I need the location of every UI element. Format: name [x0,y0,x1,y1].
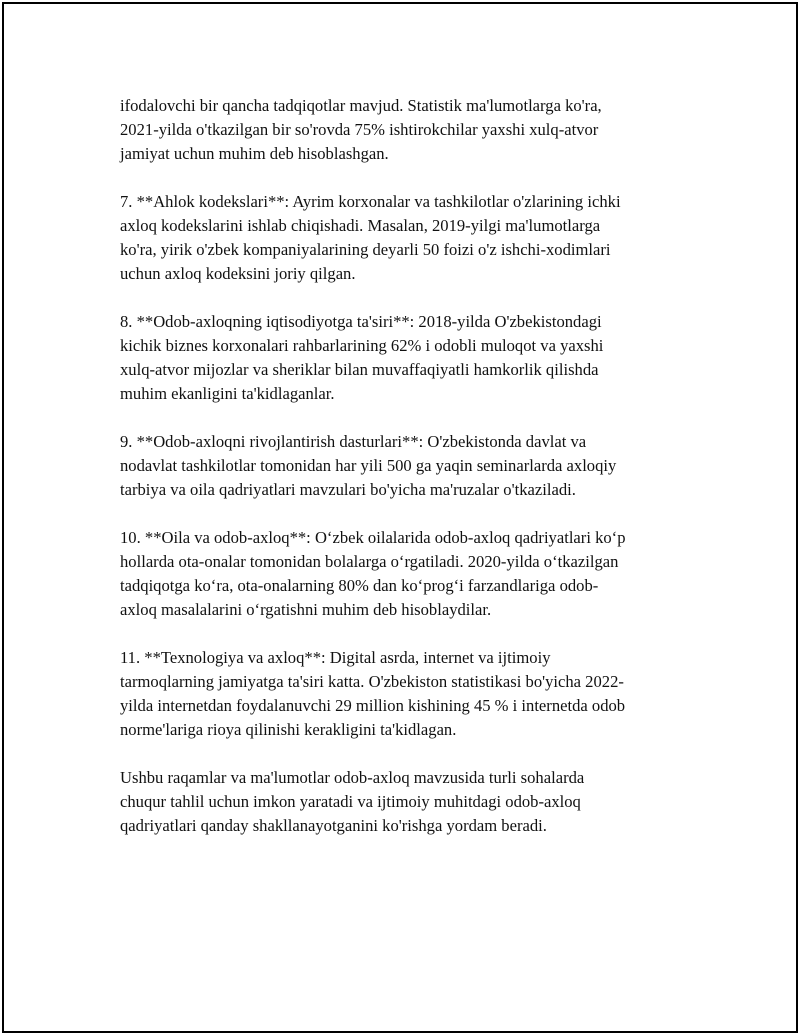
page-frame [2,2,798,1033]
paragraph-8-economy-impact: 8. **Odob-axloqning iqtisodiyotga ta'siri**: 2018-yilda O'zbekistondagi kichik biznes korxonalari rahbarlarining 62% i odobli muloqot va yaxshi xulq-atvor mijozlar va sheriklar bilan muvaffaqiyatli hamkorlik qilishda muhim ekanligini ta'kidlaganlar. [120,312,604,403]
paragraph-7-ethics-codes: 7. **Ahlok kodekslari**: Ayrim korxonalar va tashkilotlar o'zlarining ichki axloq kodekslarini ishlab chiqishadi. Masalan, 2019-yilgi ma'lumotlarga ko'ra, yirik o'zbek kompaniyalarining deyarli 50 foizi o'z ishchi-xodimlari uchun axloq kodeksini joriy qilgan. [120,192,621,283]
paragraph-conclusion: Ushbu raqamlar va ma'lumotlar odob-axloq mavzusida turli sohalarda chuqur tahlil uchun imkon yaratadi va ijtimoiy muhitdagi odob-axloq qadriyatlari qanday shakllanayotganini ko'rishga yordam beradi. [120,768,585,835]
paragraph-10-family-ethics: 10. **Oila va odob-axloq**: O‘zbek oilalarida odob-axloq qadriyatlari ko‘p hollarda ota-onalar tomonidan bolalarga o‘rgatiladi. 2020-yilda o‘tkazilgan tadqiqotga ko‘ra, ota-onalarning 80% dan ko‘prog‘i farzandlariga odob- axloq masalalarini o‘rgatishni muhim deb hisoblaydilar. [120,528,626,619]
document-body [120,94,700,862]
paragraph-9-development-programs: 9. **Odob-axloqni rivojlantirish dasturlari**: O'zbekistonda davlat va nodavlat tashkilotlar tomonidan har yili 500 ga yaqin seminarlarda axloqiy tarbiya va oila qadriyatlari mavzulari bo'yicha ma'ruzalar o'tkaziladi. [120,432,617,499]
paragraph-11-technology-ethics: 11. **Texnologiya va axloq**: Digital asrda, internet va ijtimoiy tarmoqlarning jamiyatga ta'siri katta. O'zbekiston statistikasi bo'yicha 2022- yilda internetdan foydalanuvchi 29 million kishining 45 % i internetda odob norme'lariga rioya qilinishi kerakligini ta'kidlagan. [120,648,626,739]
paragraph-intro: ifodalovchi bir qancha tadqiqotlar mavjud. Statistik ma'lumotlarga ko'ra, 2021-yilda o'tkazilgan bir so'rovda 75% ishtirokchilar yaxshi xulq-atvor jamiyat uchun muhim deb hisoblashgan. [120,96,602,163]
